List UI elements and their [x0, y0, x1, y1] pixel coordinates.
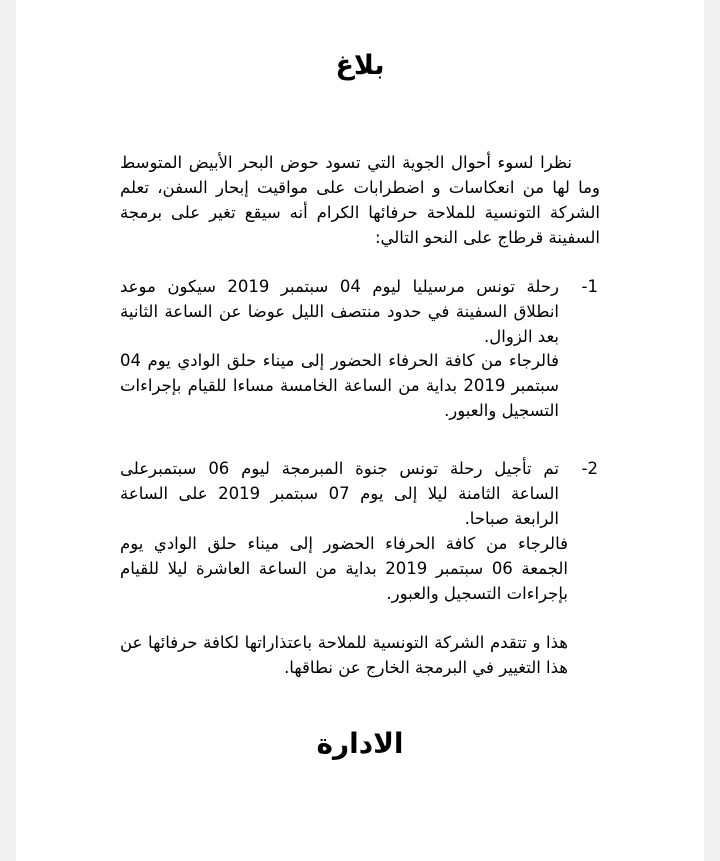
document-page: [16, 0, 704, 861]
item-1-number: -1: [581, 277, 598, 296]
signature: الادارة: [316, 727, 404, 760]
item-1-instruction: فالرجاء من كافة الحرفاء الحضور إلى ميناء حلق الوادي يوم 04 سبتمبر 2019 بداية من الساعة الخامسة مساءا للقيام بإجراءات التسجيل والعبور.: [120, 351, 559, 420]
document-title: بلاغ: [335, 50, 385, 81]
item-2-instruction: فالرجاء من كافة الحرفاء الحضور إلى ميناء حلق الوادي يوم الجمعة 06 سبتمبر 2019 بداية من الساعة العاشرة ليلا للقيام بإجراءات التسجيل والعبور.: [120, 534, 568, 603]
item-2-number: -2: [581, 459, 598, 478]
item-1-text: رحلة تونس مرسيليا ليوم 04 سبتمبر 2019 سيكون موعد انطلاق السفينة في حدود منتصف الليل عوضا عن الساعة الثانية بعد الزوال.: [120, 277, 559, 346]
intro-paragraph: نظرا لسوء أحوال الجوية التي تسود حوض البحر الأبيض المتوسط وما لها من انعكاسات و اضطرابات على مواقيت إبحار السفن، تعلم الشركة التونسية للملاحة حرفائها الكرام أنه سيقع تغير على برمجة السفينة قرطاج على النحو التالي:: [120, 153, 600, 247]
closing-paragraph: هذا و تتقدم الشركة التونسية للملاحة باعتذاراتها لكافة حرفائها عن هذا التغيير في البرمجة الخارج عن نطاقها.: [120, 633, 568, 677]
item-2-text: تم تأجيل رحلة تونس جنوة المبرمجة ليوم 06 سبتمبرعلى الساعة الثامنة ليلا إلى يوم 07 سبتمبر 2019 على الساعة الرابعة صباحا.: [120, 459, 560, 528]
